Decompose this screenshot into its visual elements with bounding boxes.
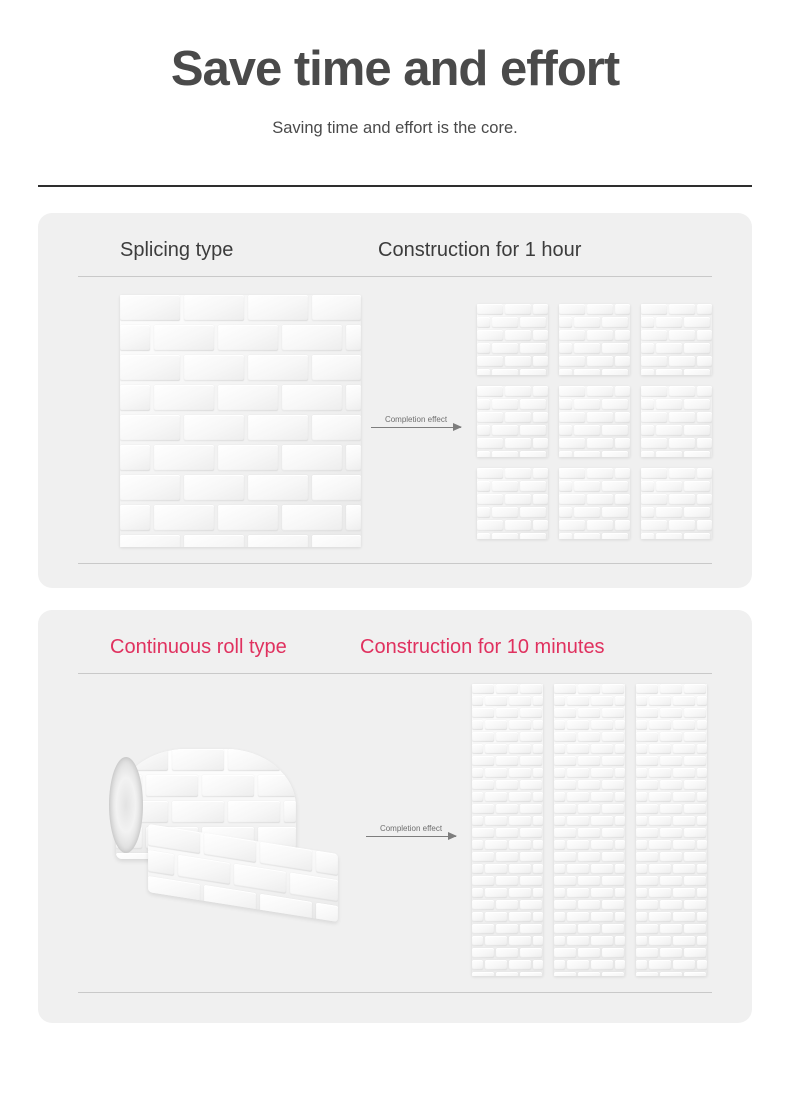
panel-splicing-rule-top [78,276,712,277]
panel-roll-title-left: Continuous roll type [110,636,287,659]
roll-tail-shape [148,824,338,922]
roll-end-shape [109,757,143,853]
panel-splicing-arrow-caption: Completion effect [384,414,448,424]
page-title: Save time and effort [170,42,620,96]
panel-roll-titles [78,636,712,659]
panel-splicing [38,213,752,588]
panel-roll-body [78,684,712,976]
brick-roll-image [106,743,356,918]
three-tall-brick-strips-image [472,684,707,976]
brick-tile [559,386,630,457]
panel-splicing-titles [78,239,712,262]
panel-splicing-title-right: Construction for 1 hour [378,239,582,262]
page-header [0,0,790,138]
brick-tile [477,386,548,457]
panel-splicing-rule-bottom [78,563,712,564]
panel-roll-arrow [356,824,466,837]
brick-tile [477,304,548,375]
panel-continuous-roll [38,610,752,1023]
brick-strip [554,684,625,976]
brick-tile [559,304,630,375]
panel-splicing-title-left: Splicing type [120,239,234,262]
brick-strip [472,684,543,976]
panel-roll-rule-bottom [78,992,712,993]
brick-tile [641,386,712,457]
brick-tile [559,468,630,539]
brick-tile [641,468,712,539]
splice-brick-panel-image [120,295,361,547]
page-subtitle: Saving time and effort is the core. [272,119,518,138]
arrow-right-icon [371,427,461,428]
panel-splicing-body [78,295,712,547]
brick-tile [477,468,548,539]
panel-splicing-arrow [361,415,471,428]
panel-roll-arrow-caption: Completion effect [379,823,443,833]
brick-tile [641,304,712,375]
brick-strip [636,684,707,976]
arrow-right-icon [366,836,456,837]
header-divider [38,185,752,187]
panel-roll-title-right: Construction for 10 minutes [360,636,605,659]
panel-roll-rule-top [78,673,712,674]
nine-tile-brick-grid-image [477,304,712,539]
